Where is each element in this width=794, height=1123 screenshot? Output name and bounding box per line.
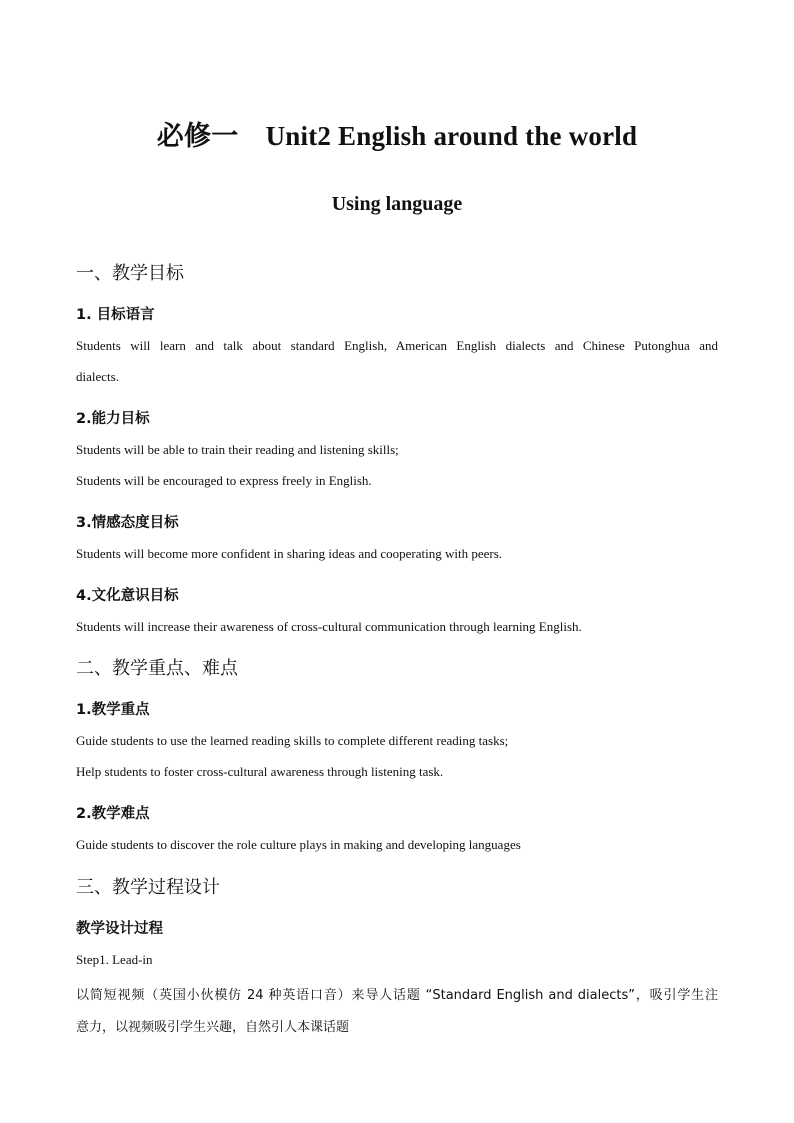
cultural-objectives-line-1: Students will increase their awareness of cross-cultural communication through learning English. [76, 619, 582, 634]
subheading-target-language: 1. 目标语言 [76, 307, 155, 323]
section-heading-key-points: 二、教学重点、难点 [76, 658, 238, 679]
step1-label: Step1. Lead-in [76, 952, 153, 967]
target-language-line-2: dialects. [76, 369, 119, 384]
teaching-focus-line-1: Guide students to use the learned reading skills to complete different reading tasks; [76, 733, 509, 748]
subheading-teaching-focus: 1.教学重点 [76, 702, 150, 718]
target-language-line-1: Students will learn and talk about standard English, American English dialects and Chinese Putonghua and [76, 338, 718, 353]
section-heading-teaching-objectives: 一、教学目标 [76, 263, 184, 284]
step1-description-line-1: 以简短视频（英国小伙模仿 24 种英语口音）来导人话题 “Standard English and dialects”，吸引学生注 [76, 988, 718, 1003]
subheading-cultural-objectives: 4.文化意识目标 [76, 588, 179, 604]
teaching-focus-line-2: Help students to foster cross-cultural awareness through listening task. [76, 764, 444, 779]
document-title: 必修一 Unit2 English around the world [156, 121, 638, 151]
document-subtitle: Using language [331, 193, 463, 215]
subheading-emotional-objectives: 3.情感态度目标 [76, 515, 179, 531]
section-heading-teaching-process: 三、教学过程设计 [76, 877, 220, 898]
teaching-difficulty-line-1: Guide students to discover the role culture plays in making and developing languages [76, 837, 521, 852]
ability-objectives-line-2: Students will be encouraged to express freely in English. [76, 473, 372, 488]
subheading-teaching-difficulty: 2.教学难点 [76, 806, 150, 822]
step1-description-line-2: 意力，以视频吸引学生兴趣，自然引人本课话题 [76, 1020, 350, 1035]
emotional-objectives-line-1: Students will become more confident in sharing ideas and cooperating with peers. [76, 546, 502, 561]
subheading-design-process: 教学设计过程 [76, 921, 163, 937]
subheading-ability-objectives: 2.能力目标 [76, 411, 150, 427]
ability-objectives-line-1: Students will be able to train their reading and listening skills; [76, 442, 399, 457]
